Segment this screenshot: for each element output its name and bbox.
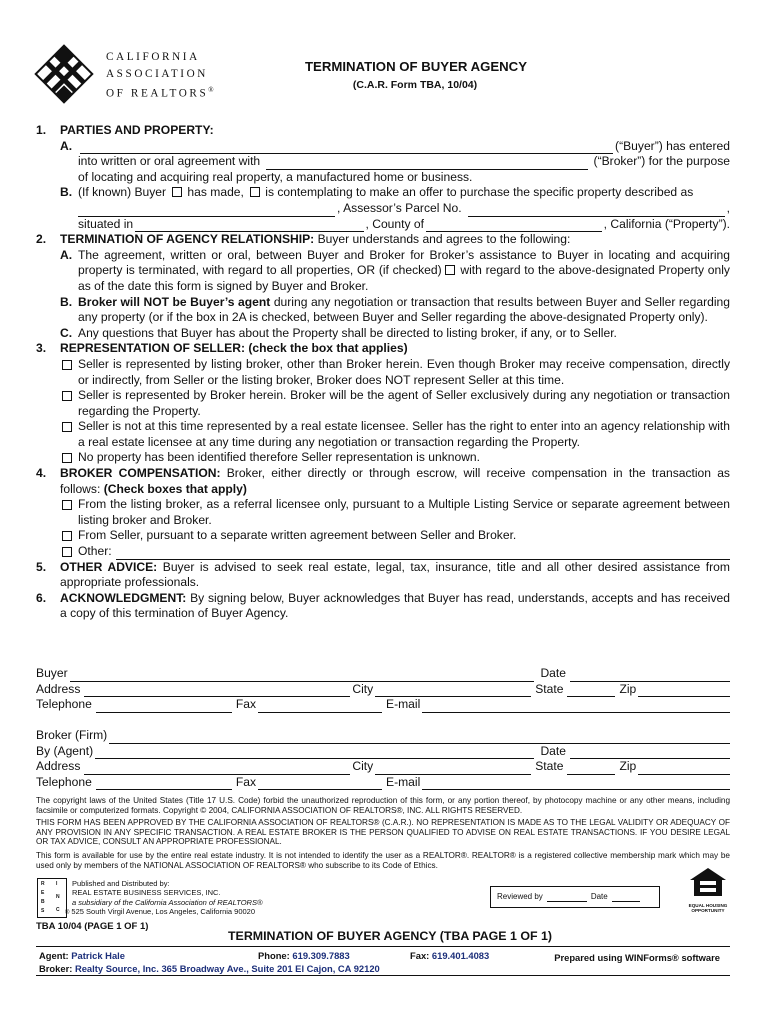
buyer-city-field[interactable] [375, 686, 531, 697]
apn-field[interactable] [468, 206, 725, 217]
usage-notice: This form is available for use by the entire real estate industry. It is not intended to identify the user as a REALTOR®. REALTOR® is a registered collective membership mark which may be used only by members of the NATIONAL ASSOCIATION OF REALTORS® who subscribe to its Code of Ethics. [36, 851, 730, 870]
designated-property-checkbox[interactable] [445, 265, 455, 275]
broker-date-field[interactable] [570, 748, 730, 759]
section-2: 2. TERMINATION OF AGENCY RELATIONSHIP: Buyer understands and agrees to the following: A. The agreement, written or oral, between Buyer and Broker for Broker’s assistance to Buyer in locating and acquiring property is terminated, with regard to all properties, OR (if checked) with regard to the above-designated Property only as of the date this form is signed by Buyer and Broker. B. Broker will NOT be Buyer’s agent during any negotiation or transaction that results between Buyer and Seller regarding any property (or if the box in 2A is checked, between Buyer and Seller regarding the above-designated Property only). C. Any questions that Buyer has about the Property shall be directed to listing broker, if any, or to Seller. [36, 232, 730, 340]
broker-signature-block: Broker (Firm) By (Agent) Date Address City State Zip Telephone Fax E-mail [36, 728, 730, 790]
car-logo-icon [34, 38, 94, 110]
buyer-fax-field[interactable] [258, 702, 382, 713]
county-field[interactable] [426, 221, 602, 232]
software-credit: Prepared using WINForms® software [554, 952, 720, 963]
broker-firm-field[interactable] [109, 733, 730, 744]
section-2a: A. The agreement, written or oral, between Buyer and Broker for Broker’s assistance to Buyer in locating and acquiring property is terminated, with regard to all properties, OR (if checked) with regard to the above-designated Property only as of the date this form is signed by Buyer and Broker. [60, 247, 730, 293]
section-3-heading: REPRESENTATION OF SELLER: (check the box that applies) [60, 341, 408, 356]
section-1a: A. (“Buyer”) has entered into written or oral agreement with (“Broker”) for the purpose of locating and acquiring real property, a manufactured home or business. [60, 138, 730, 184]
house-icon [686, 866, 730, 898]
broker-state-field[interactable] [567, 764, 615, 775]
broker-zip-field[interactable] [638, 764, 730, 775]
broker-info: Realty Source, Inc. 365 Broadway Ave., Suite 201 El Cajon, CA 92120 [74, 963, 380, 974]
has-made-offer-checkbox[interactable] [172, 187, 182, 197]
buyer-zip-field[interactable] [638, 686, 730, 697]
equal-housing-logo: EQUAL HOUSING OPPORTUNITY [686, 866, 730, 912]
reviewed-by-field[interactable] [547, 893, 587, 902]
section-1b: B. (If known) Buyer has made, is contemplating to make an offer to purchase the specific property described as , Assessor’s Parcel No. , situated in , County of , California (“Property”). [60, 185, 731, 231]
seller-option-3: Seller is not at this time represented by a real estate licensee. Seller has the right to enter into an agency relationship with a real estate licensee at any time during any negotiation or transaction regarding the Property. [60, 419, 730, 450]
approval-disclaimer: THIS FORM HAS BEEN APPROVED BY THE CALIFORNIA ASSOCIATION OF REALTORS® (C.A.R.). NO REPRESENTATION IS MADE AS TO THE LEGAL VALIDITY OR ADEQUACY OF ANY PROVISION IN ANY SPECIFIC TRANSACTION. A REAL ESTATE BROKER IS THE PERSON QUALIFIED TO ADVISE ON REAL ESTATE TRANSACTIONS. IF YOU DESIRE LEGAL OR TAX ADVICE, CONSULT AN APPROPRIATE PROFESSIONAL. [36, 818, 730, 847]
publisher-info: Published and Distributed by: REAL ESTATE BUSINESS SERVICES, INC. a subsidiary of the California Association of REALTORS® ® 525 South Virgil Avenue, Los Angeles, California 90020 [65, 879, 263, 916]
seller-option-1: Seller is represented by listing broker, other than Broker herein. Even though Broker may receive compensation, directly or indirectly, from Seller or the listing broker, Broker does NOT represent Seller at this time. [60, 357, 730, 388]
buyer-signature-block: Buyer Date Address City State Zip Telephone Fax E-mail [36, 666, 730, 713]
seller-option-3-checkbox[interactable] [62, 422, 72, 432]
section-5-heading: OTHER ADVICE: [60, 559, 158, 574]
agent-info-bar: Agent: Patrick Hale Phone: 619.309.7883 Fax: 619.401.4083 Prepared using WINForms® software Broker: Realty Source, Inc. 365 Broadway Ave., Suite 201 El Cajon, CA 92120 [36, 946, 730, 976]
footer-title: TERMINATION OF BUYER AGENCY (TBA PAGE 1 OF 1) [227, 929, 552, 943]
situated-in-field[interactable] [135, 221, 363, 232]
seller-option-2: Seller is represented by Broker herein. Broker will be the agent of Seller exclusively during any negotiation or transaction regarding the Property. [60, 388, 730, 419]
section-2c: C. Any questions that Buyer has about the Property shall be directed to listing broker, if any, or to Seller. [60, 325, 617, 340]
form-title: TERMINATION OF BUYER AGENCY [305, 59, 527, 74]
broker-email-field[interactable] [422, 779, 730, 790]
broker-city-field[interactable] [375, 764, 531, 775]
agent-phone: 619.309.7883 [292, 950, 350, 961]
seller-option-1-checkbox[interactable] [62, 360, 72, 370]
compensation-option-2-checkbox[interactable] [62, 531, 72, 541]
buyer-email-field[interactable] [422, 702, 730, 713]
review-date-field[interactable] [612, 893, 640, 902]
seller-option-4-checkbox[interactable] [62, 453, 72, 463]
broker-name-field[interactable] [266, 159, 587, 170]
compensation-option-1-checkbox[interactable] [62, 500, 72, 510]
broker-address-field[interactable] [84, 764, 350, 775]
compensation-other: Other: [60, 544, 730, 560]
section-4-heading: BROKER COMPENSATION: [60, 466, 221, 481]
compensation-option-1: From the listing broker, as a referral licensee only, pursuant to a Multiple Listing Service or separate agreement between listing broker and Broker. [60, 497, 730, 528]
buyer-state-field[interactable] [567, 686, 615, 697]
property-description-field[interactable] [78, 206, 335, 217]
form-subtitle: (C.A.R. Form TBA, 10/04) [352, 79, 478, 91]
section-1: 1. PARTIES AND PROPERTY: A. (“Buyer”) has entered into written or oral agreement with (“Broker”) for the purpose of locating and acquiring real property, a manufactured home or business. B. (If known) Buyer has made, is contemplating to make an offer to purchase the specific property described as , Assessor’s Parcel No. , situated in , County of , California (“Property”). [36, 123, 731, 231]
section-4: 4. BROKER COMPENSATION: Broker, either directly or through escrow, will receive compensation in the transaction as follows: (Check boxes that apply) From the listing broker, as a referral licensee only, pursuant to a Multiple Listing Service or separate agreement between listing broker and Broker. From Seller, pursuant to a separate written agreement between Seller and Broker. Other: [36, 466, 730, 559]
rebs-logo-icon: R E B S I N C [37, 878, 67, 918]
compensation-option-2: From Seller, pursuant to a separate written agreement between Seller and Broker. [60, 528, 730, 544]
copyright-notice: The copyright laws of the United States (Title 17 U.S. Code) forbid the unauthorized reproduction of this form, or any portion thereof, by photocopy machine or any other means, including facsimile or computerized formats. Copyright © 2004, CALIFORNIA ASSOCIATION OF REALTORS®, INC. ALL RIGHTS RESERVED. [36, 796, 730, 815]
org-name: CALIFORNIA ASSOCIATION OF REALTORS® [106, 51, 214, 100]
contemplating-offer-checkbox[interactable] [250, 187, 260, 197]
agent-fax: 619.401.4083 [431, 950, 490, 961]
section-6-heading: ACKNOWLEDGMENT: [60, 590, 187, 605]
buyer-date-field[interactable] [570, 671, 730, 682]
section-5: 5. OTHER ADVICE: Buyer is advised to seek real estate, legal, tax, insurance, title and all other desired assistance from appropriate professionals. [36, 559, 730, 590]
compensation-other-checkbox[interactable] [62, 547, 72, 557]
seller-option-2-checkbox[interactable] [62, 391, 72, 401]
buyer-name-field[interactable] [80, 143, 613, 154]
buyer-telephone-field[interactable] [96, 702, 232, 713]
section-2b: B. Broker will NOT be Buyer’s agent during any negotiation or transaction that results between Buyer and Seller regarding any property (or if the box in 2A is checked, between Buyer and Seller regarding the above-designated Property only). [60, 294, 730, 325]
section-6: 6. ACKNOWLEDGMENT: By signing below, Buyer acknowledges that Buyer has read, understands, accepts and has received a copy of this termination of Buyer Agency. [36, 590, 730, 621]
section-3: 3. REPRESENTATION OF SELLER: (check the box that applies) Seller is represented by listing broker, other than Broker herein. Even though Broker may receive compensation, directly or indirectly, from Seller or the listing broker, Broker does NOT represent Seller at this time. Seller is represented by Broker herein. Broker will be the agent of Seller exclusively during any negotiation or transaction regarding the Property. Seller is not at this time represented by a real estate licensee. Seller has the right to enter into an agency relationship with a real estate licensee at any time during any negotiation or transaction regarding the Property. No property has been identified therefore Seller representation is unknown. [36, 341, 730, 465]
buyer-signature-field[interactable] [70, 671, 535, 682]
broker-telephone-field[interactable] [96, 779, 232, 790]
reviewed-by-box: Reviewed by Date [490, 886, 660, 908]
broker-agent-field[interactable] [95, 748, 534, 759]
form-id: TBA 10/04 (PAGE 1 OF 1) [36, 921, 149, 932]
seller-option-4: No property has been identified therefore Seller representation is unknown. [60, 450, 730, 466]
agent-name: Patrick Hale [71, 950, 125, 961]
broker-fax-field[interactable] [258, 779, 382, 790]
buyer-address-field[interactable] [84, 686, 350, 697]
compensation-other-field[interactable] [116, 549, 730, 560]
form-body [36, 123, 730, 622]
section-1-heading: PARTIES AND PROPERTY: [60, 123, 214, 137]
section-2-heading: TERMINATION OF AGENCY RELATIONSHIP: [60, 232, 315, 247]
